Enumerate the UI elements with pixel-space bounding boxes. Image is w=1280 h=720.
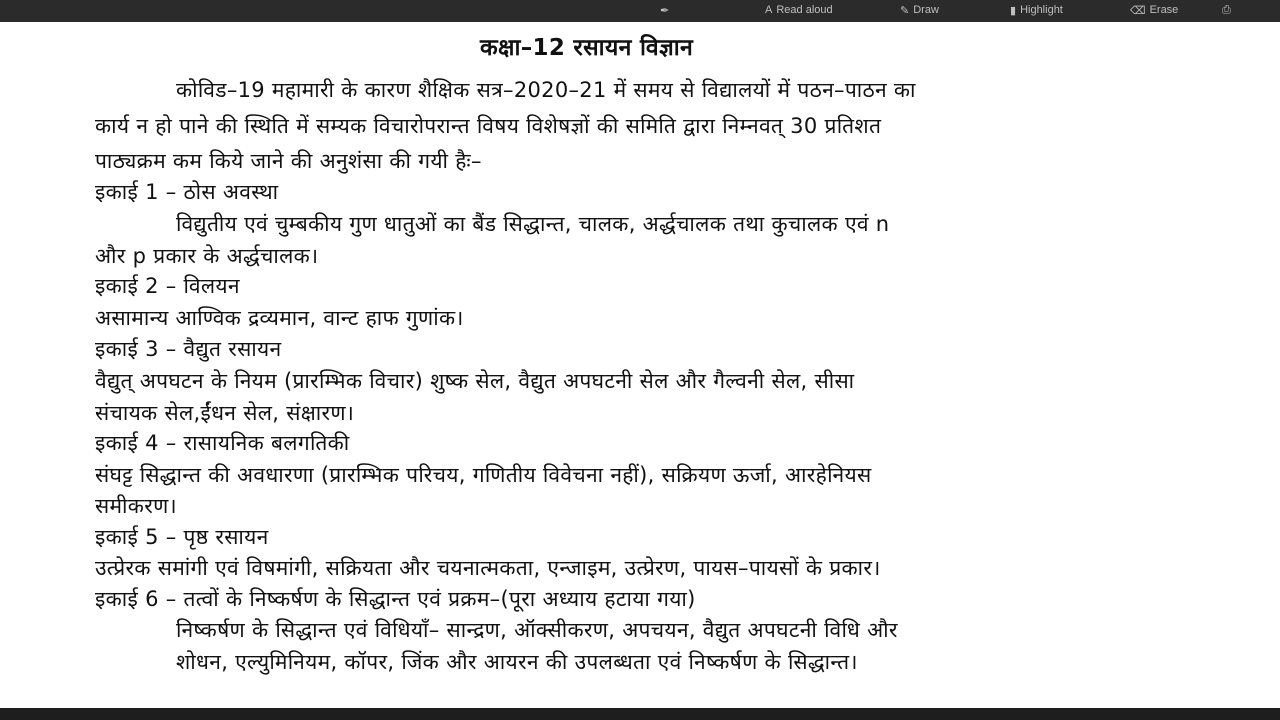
print-icon: ⎙ bbox=[1222, 3, 1231, 16]
erase-label: Erase bbox=[1149, 4, 1179, 16]
unit-3-heading: इकाई 3 – वैद्युत रसायन bbox=[95, 337, 282, 361]
highlight-icon: ▮ bbox=[1010, 4, 1017, 17]
intro-line: कोविड–19 महामारी के कारण शैक्षिक सत्र–2020–21 में समय से विद्यालयों में पठन–पाठन का bbox=[176, 78, 916, 102]
document-title: कक्षा–12 रसायन विज्ञान bbox=[480, 35, 694, 61]
unit-2-heading: इकाई 2 – विलयन bbox=[95, 274, 240, 298]
read-aloud-label: Read aloud bbox=[776, 4, 833, 16]
unit-5-heading: इकाई 5 – पृष्ठ रसायन bbox=[95, 525, 269, 549]
bottom-bar bbox=[0, 708, 1280, 720]
draw-button[interactable] bbox=[900, 2, 939, 18]
print-button[interactable] bbox=[1222, 2, 1231, 18]
pdf-toolbar bbox=[0, 0, 1280, 23]
unit-4-heading: इकाई 4 – रासायनिक बलगतिकी bbox=[95, 431, 350, 455]
intro-line: कार्य न हो पाने की स्थिति में सम्यक विचारोपरान्त विषय विशेषज्ञों की समिति द्वारा निम्नवत् 30 प्रतिशत bbox=[95, 114, 882, 138]
unit-1-heading: इकाई 1 – ठोस अवस्था bbox=[95, 180, 279, 204]
document-page bbox=[0, 22, 1280, 708]
unit-1-text: विद्युतीय एवं चुम्बकीय गुण धातुओं का बैंड सिद्धान्त, चालक, अर्द्धचालक तथा कुचालक एवं n bbox=[176, 212, 890, 236]
draw-icon: ✎ bbox=[900, 4, 910, 17]
pen-tool-button[interactable] bbox=[660, 2, 669, 18]
unit-4-text: संघट्ट सिद्धान्त की अवधारणा (प्रारम्भिक परिचय, गणितीय विवेचना नहीं), सक्रियण ऊर्जा, आरहेनियस bbox=[95, 463, 872, 487]
unit-6-text: शोधन, एल्युमिनियम, कॉपर, जिंक और आयरन की उपलब्धता एवं निष्कर्षण के सिद्धान्त। bbox=[176, 650, 858, 674]
erase-button[interactable] bbox=[1130, 2, 1178, 18]
highlight-label: Highlight bbox=[1020, 4, 1063, 16]
unit-2-text: असामान्य आण्विक द्रव्यमान, वान्ट हाफ गुणांक। bbox=[95, 306, 464, 330]
erase-icon: ⌫ bbox=[1130, 4, 1146, 17]
highlight-button[interactable] bbox=[1010, 2, 1063, 18]
unit-5-text: उत्प्रेरक समांगी एवं विषमांगी, सक्रियता और चयनात्मकता, एन्जाइम, उत्प्रेरण, पायस–पायसों के प्रकार। bbox=[95, 556, 881, 580]
unit-6-text: निष्कर्षण के सिद्धान्त एवं विधियाँ– सान्द्रण, ऑक्सीकरण, अपचयन, वैद्युत अपघटनी विधि और bbox=[176, 618, 898, 642]
unit-3-text: संचायक सेल,ईंधन सेल, संक्षारण। bbox=[95, 401, 355, 425]
unit-3-text: वैद्युत् अपघटन के नियम (प्रारम्भिक विचार) शुष्क सेल, वैद्युत अपघटनी सेल और गैल्वनी सेल, सीसा bbox=[95, 369, 855, 393]
unit-1-text: और p प्रकार के अर्द्धचालक। bbox=[95, 244, 319, 268]
unit-4-text: समीकरण। bbox=[95, 494, 177, 518]
pen-icon: ✒ bbox=[660, 4, 670, 17]
intro-line: पाठ्यक्रम कम किये जाने की अनुशंसा की गयी हैः– bbox=[95, 149, 482, 173]
unit-6-heading: इकाई 6 – तत्वों के निष्कर्षण के सिद्धान्त एवं प्रक्रम–(पूरा अध्याय हटाया गया) bbox=[95, 587, 696, 611]
read-aloud-icon: A bbox=[765, 4, 773, 16]
read-aloud-button[interactable] bbox=[765, 2, 833, 18]
draw-label: Draw bbox=[913, 4, 939, 16]
